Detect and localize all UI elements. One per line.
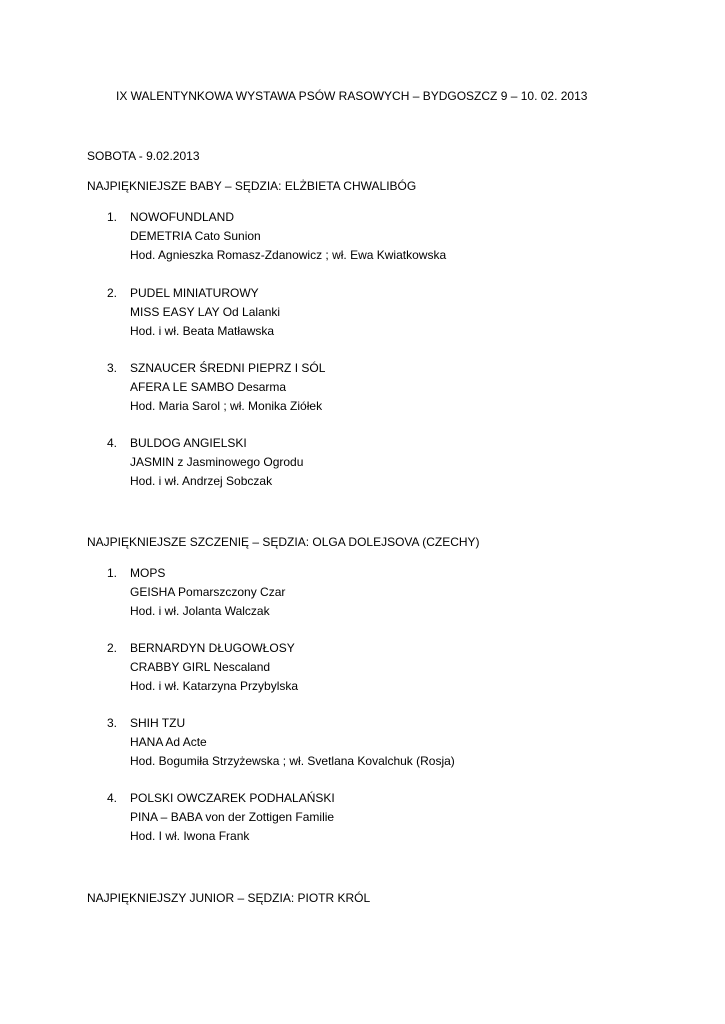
item-number: 3. — [107, 361, 118, 375]
dog-name: AFERA LE SAMBO Desarma — [130, 380, 287, 394]
day-heading: SOBOTA - 9.02.2013 — [87, 149, 200, 163]
breed-name: POLSKI OWCZAREK PODHALAŃSKI — [130, 791, 335, 805]
breeder-owner: Hod. i wł. Beata Matławska — [130, 324, 275, 338]
item-number: 2. — [107, 641, 118, 655]
dog-name: CRABBY GIRL Nescaland — [130, 660, 271, 674]
breed-name: SHIH TZU — [130, 716, 186, 730]
item-number: 2. — [107, 286, 118, 300]
dog-name: DEMETRIA Cato Sunion — [130, 229, 261, 243]
dog-name: MISS EASY LAY Od Lalanki — [130, 305, 281, 319]
breeder-owner: Hod. Agnieszka Romasz-Zdanowicz ; wł. Ewa Kwiatkowska — [130, 248, 447, 262]
dog-name: HANA Ad Acte — [130, 735, 207, 749]
dog-name: GEISHA Pomarszczony Czar — [130, 585, 286, 599]
breed-name: BERNARDYN DŁUGOWŁOSY — [130, 641, 295, 655]
item-number: 1. — [107, 210, 118, 224]
breeder-owner: Hod. Maria Sarol ; wł. Monika Ziółek — [130, 399, 323, 413]
section-heading-baby: NAJPIĘKNIEJSZE BABY – SĘDZIA: ELŻBIETA CHWALIBÓG — [87, 179, 417, 193]
section-heading-puppy: NAJPIĘKNIEJSZE SZCZENIĘ – SĘDZIA: OLGA DOLEJSOVA (CZECHY) — [87, 535, 480, 549]
item-number: 4. — [107, 791, 118, 805]
breeder-owner: Hod. i wł. Andrzej Sobczak — [130, 474, 273, 488]
breeder-owner: Hod. Bogumiła Strzyżewska ; wł. Svetlana Kovalchuk (Rosja) — [130, 754, 455, 768]
breed-name: MOPS — [130, 566, 166, 580]
breeder-owner: Hod. i wł. Katarzyna Przybylska — [130, 679, 299, 693]
item-number: 4. — [107, 436, 118, 450]
breed-name: BULDOG ANGIELSKI — [130, 436, 247, 450]
dog-name: PINA – BABA von der Zottigen Familie — [130, 810, 335, 824]
breed-name: PUDEL MINIATUROWY — [130, 286, 259, 300]
item-number: 1. — [107, 566, 118, 580]
breeder-owner: Hod. I wł. Iwona Frank — [130, 829, 250, 843]
section-heading-junior: NAJPIĘKNIEJSZY JUNIOR – SĘDZIA: PIOTR KRÓL — [87, 891, 371, 905]
dog-name: JASMIN z Jasminowego Ogrodu — [130, 455, 304, 469]
breed-name: SZNAUCER ŚREDNI PIEPRZ I SÓL — [130, 361, 326, 375]
breeder-owner: Hod. i wł. Jolanta Walczak — [130, 604, 270, 618]
item-number: 3. — [107, 716, 118, 730]
document-title: IX WALENTYNKOWA WYSTAWA PSÓW RASOWYCH – BYDGOSZCZ 9 – 10. 02. 2013 — [116, 89, 588, 103]
breed-name: NOWOFUNDLAND — [130, 210, 234, 224]
